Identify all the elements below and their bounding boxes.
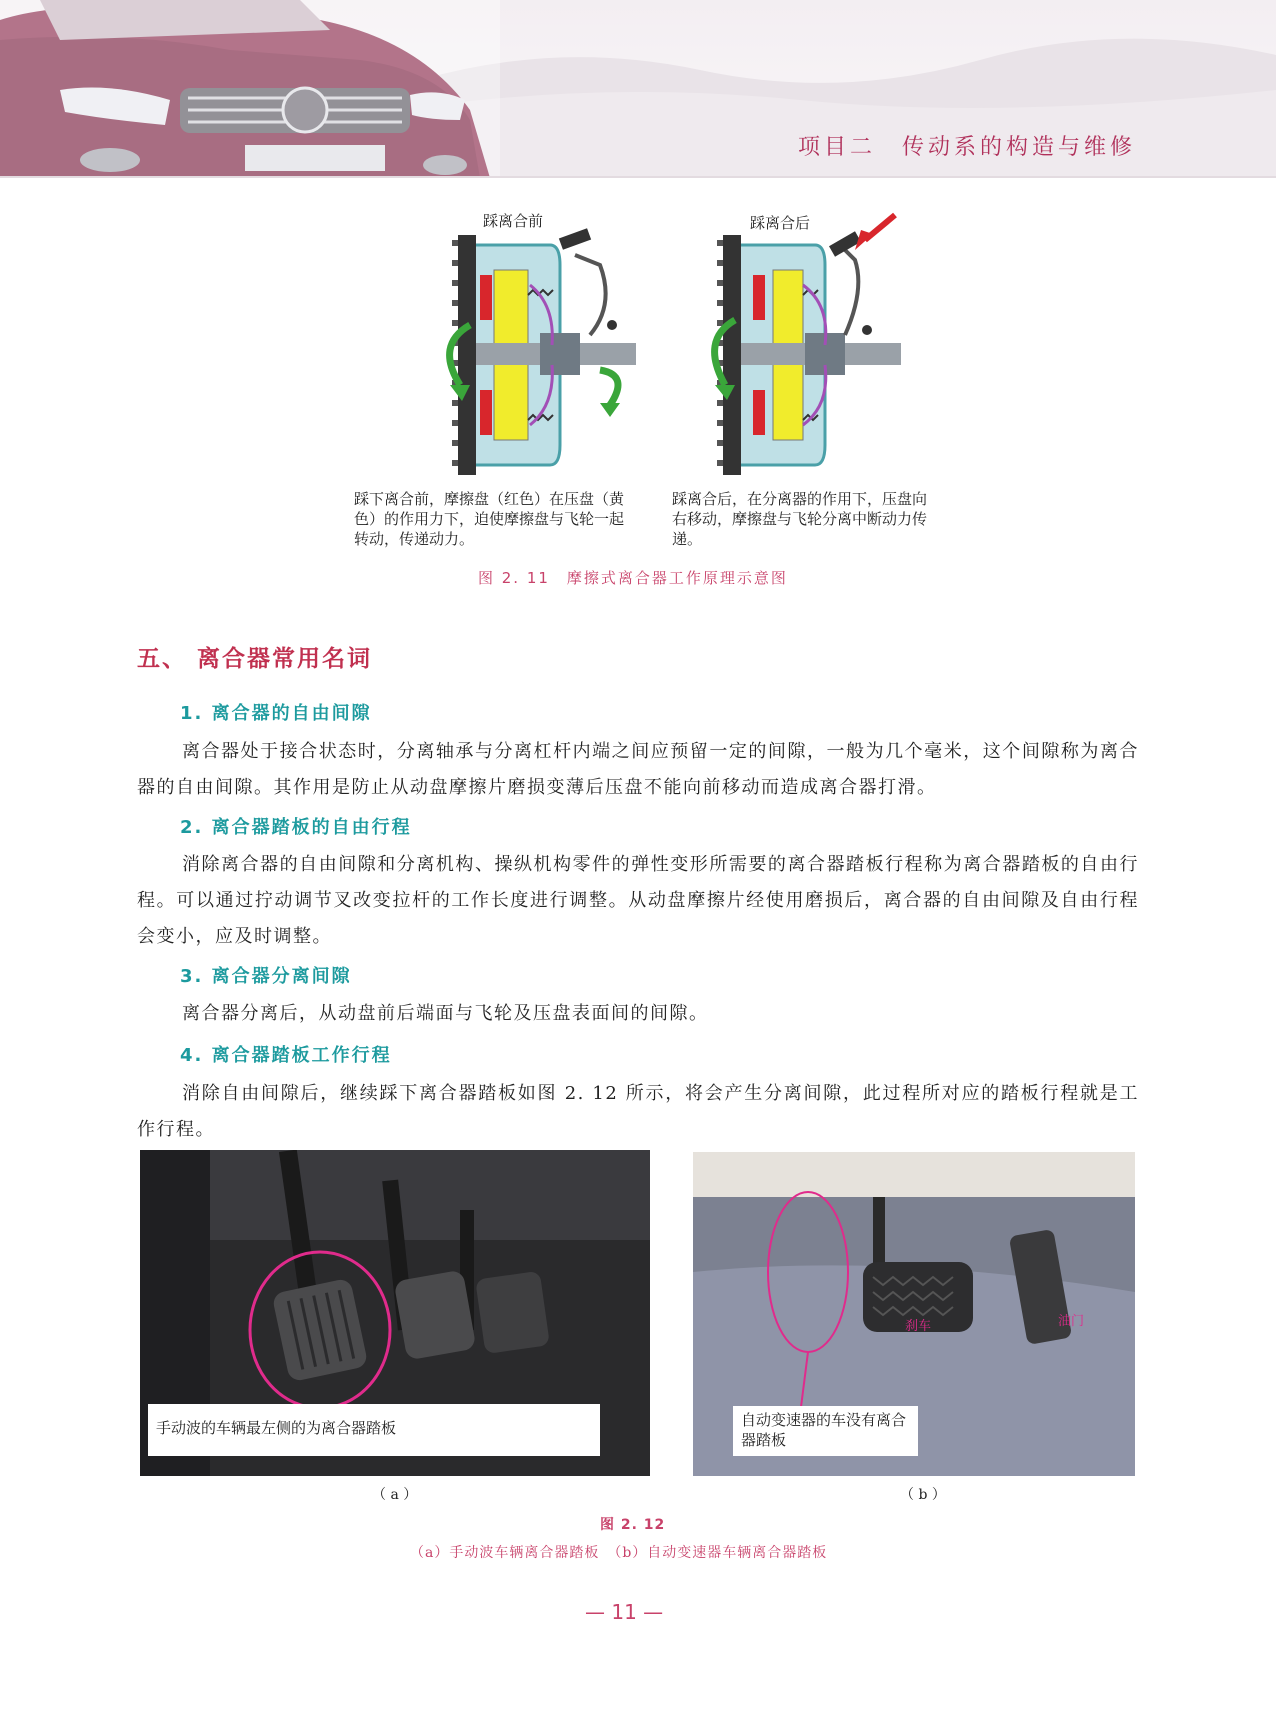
- figure-2-12-title: 图 2. 12: [600, 1517, 666, 1533]
- figure-2-12-subtitle: （a）手动波车辆离合器踏板 （b）自动变速器车辆离合器踏板: [410, 1545, 828, 1561]
- paragraph-4: 消除自由间隙后，继续踩下离合器踏板如图 2. 12 所示，将会产生分离间隙，此过程所对应的踏板行程就是工作行程。: [137, 1083, 1139, 1140]
- subsection-heading-3: 3. 离合器分离间隙: [180, 966, 352, 987]
- paragraph-2: 消除离合器的自由间隙和分离机构、操纵机构零件的弹性变形所需要的离合器踏板行程称为离合器踏板的自由行程。可以通过拧动调节叉改变拉杆的工作长度进行调整。从动盘摩擦片经使用磨损后，离合器的自由间隙及自由行程会变小，应及时调整。: [137, 854, 1139, 947]
- photo-b-brake-label: 刹车: [905, 1319, 932, 1334]
- figure-left-label: 踩离合前: [483, 212, 544, 230]
- photo-manual-pedals: [140, 1150, 650, 1476]
- subsection-heading-4: 4. 离合器踏板工作行程: [180, 1045, 392, 1066]
- paragraph-1: 离合器处于接合状态时，分离轴承与分离杠杆内端之间应预留一定的间隙，一般为几个毫米，这个间隙称为离合器的自由间隙。其作用是防止从动盘摩擦片磨损变薄后压盘不能向前移动而造成离合器打滑。: [137, 741, 1139, 798]
- sub-caption-a: （ a ）: [372, 1487, 418, 1503]
- clutch-diagram-before: [440, 225, 640, 485]
- sub-caption-b: （ b ）: [900, 1487, 946, 1503]
- photo-a-label: 手动波的车辆最左侧的为离合器踏板: [148, 1404, 600, 1456]
- page-number: — 11 —: [585, 1600, 664, 1624]
- figure-caption: 图 2. 11 摩擦式离合器工作原理示意图: [478, 569, 788, 587]
- figure-right-label: 踩离合后: [750, 214, 811, 232]
- paragraph-3: 离合器分离后，从动盘前后端面与飞轮及压盘表面间的间隙。: [182, 1003, 709, 1024]
- photo-b-accelerator-label: 油门: [1058, 1314, 1085, 1329]
- subsection-heading-1: 1. 离合器的自由间隙: [180, 703, 372, 724]
- section-title: 五、 离合器常用名词: [137, 646, 373, 672]
- header-banner: [0, 0, 1276, 178]
- figure-left-description: 踩下离合前，摩擦盘（红色）在压盘（黄色）的作用力下，迫使摩擦盘与飞轮一起转动，传递动力。: [354, 490, 625, 548]
- photo-automatic-pedals: [693, 1152, 1135, 1476]
- figure-right-description: 踩离合后，在分离器的作用下，压盘向右移动，摩擦盘与飞轮分离中断动力传递。: [672, 490, 928, 548]
- clutch-diagram-after: [705, 210, 905, 485]
- header-title: 项目二 传动系的构造与维修: [797, 135, 1136, 160]
- photo-b-label: 自动变速器的车没有离合器踏板: [733, 1406, 918, 1456]
- subsection-heading-2: 2. 离合器踏板的自由行程: [180, 817, 412, 838]
